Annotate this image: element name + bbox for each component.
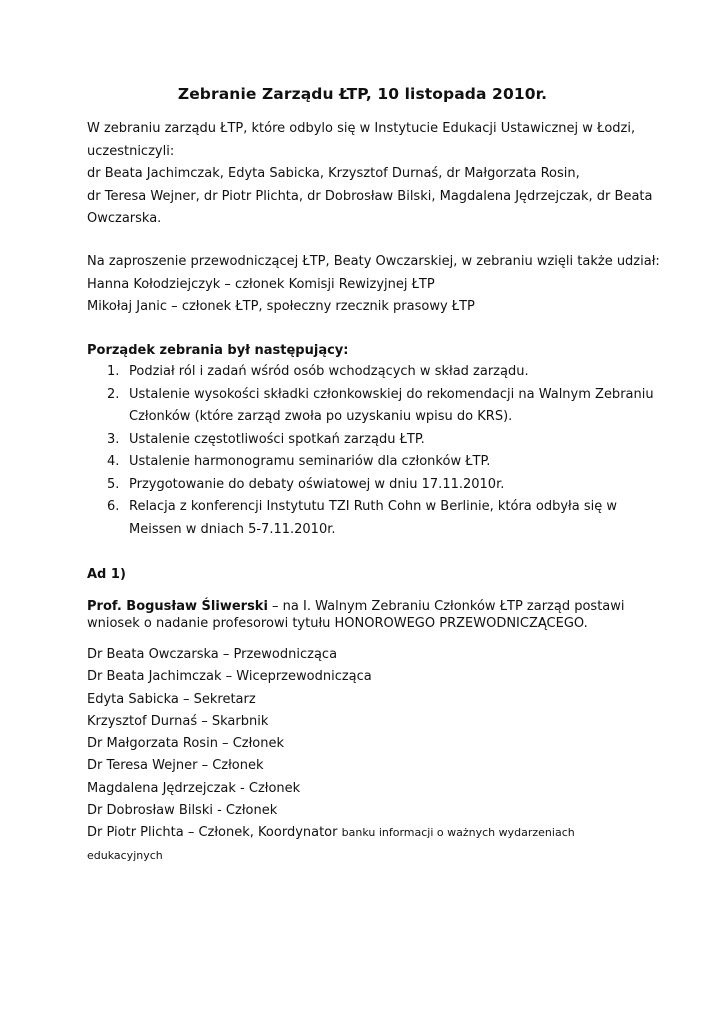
prof-text: wniosek o nadanie profesorowi tytułu HONOROWEGO PRZEWODNICZĄCEGO. [87,615,588,631]
member-line-last [87,822,647,844]
member-line: Dr Beata Owczarska – Przewodnicząca [87,647,338,662]
honorary-chair-paragraph [87,599,647,632]
page-title: Zebranie Zarządu ŁTP, 10 listopada 2010r. [177,85,548,103]
member-line-note-cont: edukacyjnych [87,848,163,862]
agenda-list [87,361,654,541]
invited-line: Hanna Kołodziejczyk – członek Komisji Rewizyjnej ŁTP [87,276,435,292]
section-heading-ad1: Ad 1) [87,567,126,582]
list-item-text: Relacja z konferencji Instytutu TZI Ruth Cohn w Berlinie, która odbyła się w [129,499,618,514]
prof-name: Prof. Bogusław Śliwerski [87,599,268,614]
list-item-number: 5. [107,476,120,492]
invited-line: Mikołaj Janic – członek ŁTP, społeczny rzecznik prasowy ŁTP [87,299,475,314]
member-line-main: Dr Piotr Plichta – Członek, Koordynator [87,825,342,841]
intro-line: uczestniczyli: [87,143,175,159]
list-item-text: Członków (które zarząd zwoła po uzyskaniu wpisu do KRS). [129,409,513,424]
intro-line: Owczarska. [87,211,162,226]
list-item-text: Podział ról i zadań wśród osób wchodzących w skład zarządu. [129,364,529,379]
list-item [87,474,647,497]
member-line: Edyta Sabicka – Sekretarz [87,691,256,707]
list-item [87,429,647,452]
member-line: Krzysztof Durnaś – Skarbnik [87,713,269,729]
list-item [87,361,647,384]
intro-line: W zebraniu zarządu ŁTP, które odbylo się w Instytucie Edukacji Ustawicznej w Łodzi, [87,121,636,136]
list-item [87,451,647,474]
prof-text: – na I. Walnym Zebraniu Członków ŁTP zarząd postawi [267,599,625,614]
list-item-text: Ustalenie częstotliwości spotkań zarządu ŁTP. [129,431,425,447]
list-item-number: 4. [107,454,120,469]
member-line: Dr Dobrosław Bilski - Członek [87,803,278,819]
agenda-heading: Porządek zebrania był następujący: [87,343,349,358]
invited-paragraph [87,251,660,319]
member-line-note: banku informacji o ważnych wydarzeniach [341,826,575,840]
intro-line: dr Teresa Wejner, dr Piotr Plichta, dr Dobrosław Bilski, Magdalena Jędrzejczak, dr Beata [87,188,653,204]
list-item-number: 1. [107,364,120,379]
list-item [87,496,647,541]
list-item-text: Ustalenie wysokości składki członkowskiej do rekomendacji na Walnym Zebraniu [129,386,654,402]
member-line: Dr Teresa Wejner – Członek [87,758,264,774]
list-item-number: 2. [107,386,120,402]
member-line: Dr Małgorzata Rosin – Członek [87,736,285,752]
list-item-text: Ustalenie harmonogramu seminariów dla członków ŁTP. [129,454,491,469]
list-item-text: Przygotowanie do debaty oświatowej w dniu 17.11.2010r. [129,476,505,492]
invited-line: Na zaproszenie przewodniczącej ŁTP, Beaty Owczarskiej, w zebraniu wzięli także udział: [87,254,660,269]
list-item-number: 6. [107,499,120,514]
list-item-number: 3. [107,431,120,447]
member-line: Dr Beata Jachimczak – Wiceprzewodnicząca [87,669,372,685]
intro-line: dr Beata Jachimczak, Edyta Sabicka, Krzysztof Durnaś, dr Małgorzata Rosin, [87,166,580,181]
list-item-text: Meissen w dniach 5-7.11.2010r. [129,521,336,537]
board-members-list [87,644,647,867]
list-item [87,384,654,429]
intro-paragraph [87,118,653,231]
member-line: Magdalena Jędrzejczak - Członek [87,780,301,796]
